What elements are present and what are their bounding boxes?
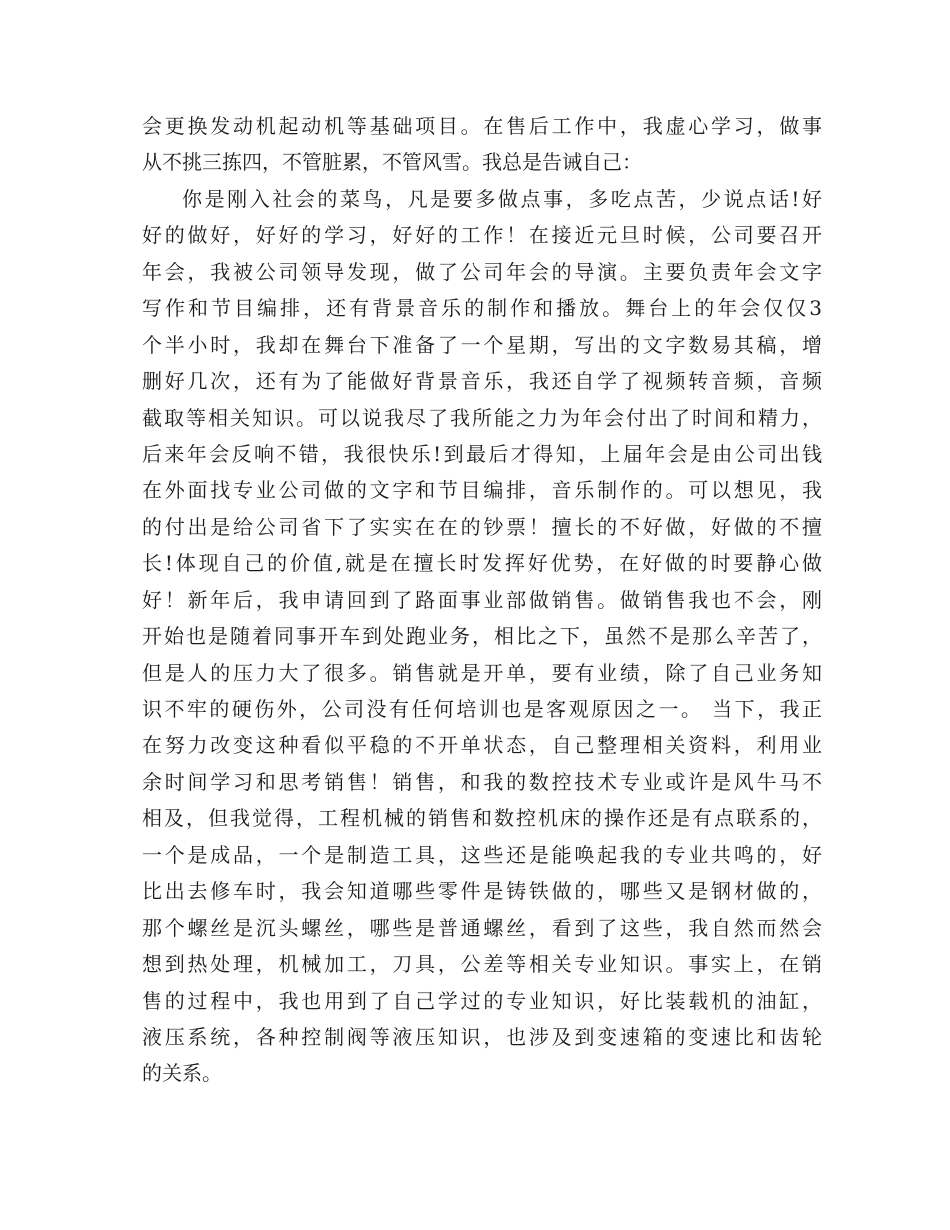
text-line: 液压系统，各种控制阀等液压知识，也涉及到变速箱的变速比和齿轮: [142, 1024, 822, 1049]
text-line: 写作和节目编排，还有背景音乐的制作和播放。舞台上的年会仅仅3: [142, 296, 822, 321]
text-line: 那个螺丝是沉头螺丝，哪些是普通螺丝，看到了这些，我自然而然会: [142, 915, 822, 940]
text-line: 从不挑三拣四，不管脏累，不管风雪。我总是告诫自己：: [142, 150, 642, 175]
text-line: 开始也是随着同事开车到处跑业务，相比之下，虽然不是那么辛苦了，: [142, 624, 822, 649]
text-line: 后来年会反响不错，我很快乐!到最后才得知，上届年会是由公司出钱: [142, 441, 822, 466]
text-line: 在外面找专业公司做的文字和节目编排，音乐制作的。可以想见，我: [142, 478, 822, 503]
text-line: 会更换发动机起动机等基础项目。在售后工作中，我虚心学习，做事: [142, 114, 822, 138]
text-line: 售的过程中，我也用到了自己学过的专业知识，好比装载机的油缸，: [142, 988, 822, 1013]
text-line: 想到热处理，机械加工，刀具，公差等相关专业知识。事实上，在销: [142, 952, 822, 977]
text-line: 识不牢的硬伤外，公司没有任何培训也是客观原因之一。 当下，我正: [142, 697, 822, 721]
text-line: 好的做好，好好的学习，好好的工作！在接近元旦时候，公司要召开: [142, 223, 822, 248]
text-line: 好！新年后，我申请回到了路面事业部做销售。做销售我也不会，刚: [142, 587, 822, 612]
text-line: 个半小时，我却在舞台下准备了一个星期，写出的文字数易其稿，增: [142, 332, 822, 357]
text-line: 年会，我被公司领导发现，做了公司年会的导演。主要负责年会文字: [142, 259, 822, 284]
paragraph-first-line: 你是刚入社会的菜鸟，凡是要多做点事，多吃点苦，少说点话!好: [182, 186, 822, 211]
body-text: [142, 108, 822, 1092]
text-line: 截取等相关知识。可以说我尽了我所能之力为年会付出了时间和精力，: [142, 405, 822, 430]
text-line: 在努力改变这种看似平稳的不开单状态，自己整理相关资料，利用业: [142, 733, 822, 758]
text-line: 长!体现自己的价值,就是在擅长时发挥好优势，在好做的时要静心做: [142, 551, 822, 576]
text-line: 但是人的压力大了很多。销售就是开单，要有业绩，除了自己业务知: [142, 660, 822, 685]
text-line: 的付出是给公司省下了实实在在的钞票！擅长的不好做，好做的不擅: [142, 514, 822, 539]
text-line: 余时间学习和思考销售！销售，和我的数控技术专业或许是风牛马不: [142, 769, 822, 794]
text-line: 比出去修车时，我会知道哪些零件是铸铁做的，哪些又是钢材做的，: [142, 879, 822, 904]
text-line: 删好几次，还有为了能做好背景音乐，我还自学了视频转音频，音频: [142, 369, 822, 394]
text-line: 一个是成品，一个是制造工具，这些还是能唤起我的专业共鸣的，好: [142, 842, 822, 867]
text-line: 相及，但我觉得，工程机械的销售和数控机床的操作还是有点联系的，: [142, 806, 822, 831]
text-line: 的关系。: [142, 1061, 222, 1086]
